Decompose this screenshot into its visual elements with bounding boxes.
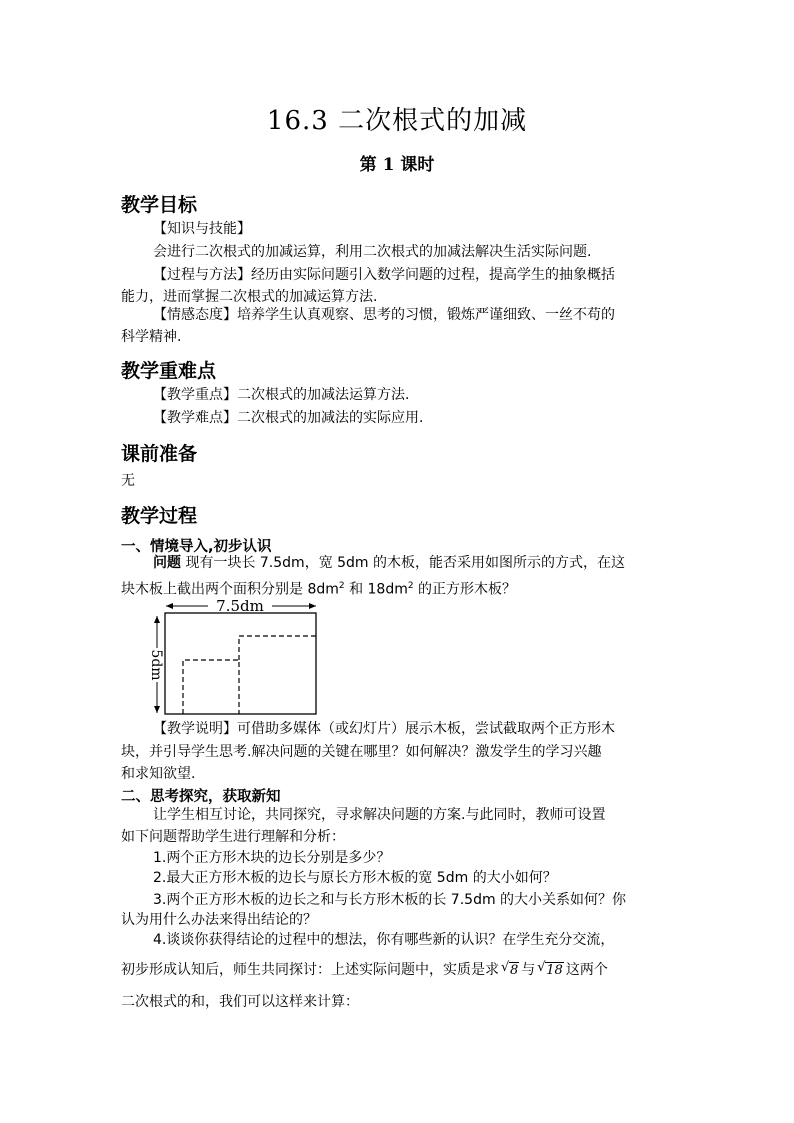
preparation-text: 无 bbox=[121, 473, 135, 489]
note-line2: 块，并引导学生思考.解决问题的关键在哪里？如何解决？激发学生的学习兴趣 bbox=[121, 744, 602, 760]
heading-key-difficulties: 教学重难点 bbox=[121, 360, 217, 382]
radical-sign: √ bbox=[501, 960, 510, 975]
question-3-line2: 认为用什么办法来得出结论的？ bbox=[121, 912, 317, 928]
question-4-line2 bbox=[121, 960, 676, 981]
discuss-line1: 让学生相互讨论，共同探究，寻求解决问题的方案.与此同时，教师可设置 bbox=[153, 807, 606, 823]
height-arrowhead-top bbox=[154, 616, 160, 623]
board-figure bbox=[148, 596, 328, 720]
discuss-line2: 如下问题帮助学生进行理解和分析： bbox=[121, 829, 345, 845]
knowledge-tag: 【知识与技能】 bbox=[153, 221, 251, 237]
heading-teaching-goals: 教学目标 bbox=[121, 194, 198, 216]
width-arrowhead-left bbox=[166, 603, 173, 609]
heading-teaching-process: 教学过程 bbox=[121, 505, 198, 527]
key-point: 【教学重点】二次根式的加减法运算方法. bbox=[153, 387, 410, 403]
problem-line2-a: 块木板上截出两个面积分别是 8dm bbox=[121, 581, 339, 598]
height-label: 5dm bbox=[148, 649, 164, 681]
question-4-line2-b: 与 bbox=[521, 962, 536, 978]
radicand-18: 18 bbox=[546, 963, 563, 978]
width-label: 7.5dm bbox=[216, 597, 264, 615]
problem-line1-text: 现有一块长 7.5dm，宽 5dm 的木板，能否采用如图所示的方式，在这 bbox=[181, 555, 626, 571]
radical-sign: √ bbox=[537, 960, 546, 975]
note-line3: 和求知欲望. bbox=[121, 766, 196, 782]
question-3-line1: 3.两个正方形木板的边长之和与长方形木板的长 7.5dm 的大小关系如何？你 bbox=[153, 892, 627, 908]
width-arrowhead-right bbox=[309, 603, 316, 609]
page-title: 16.3 二次根式的加减 bbox=[266, 106, 528, 136]
problem-line2-c: 的正方形木板？ bbox=[413, 581, 517, 598]
height-arrowhead-bottom bbox=[154, 706, 160, 713]
question-2: 2.最大正方形木板的边长与原长方形木板的宽 5dm 的大小如何？ bbox=[153, 870, 557, 886]
note-line1: 【教学说明】可借助多媒体（或幻灯片）展示木板，尝试截取两个正方形木 bbox=[153, 721, 615, 737]
question-4-line3: 二次根式的和，我们可以这样来计算： bbox=[121, 994, 359, 1010]
part2-title: 二、思考探究，获取新知 bbox=[121, 789, 281, 805]
difficulty-point: 【教学难点】二次根式的加减法的实际应用. bbox=[153, 410, 424, 426]
large-square-dashed bbox=[239, 636, 316, 660]
emotion-line1: 【情感态度】培养学生认真观察、思考的习惯，锻炼严谨细致、一丝不苟的 bbox=[153, 307, 615, 323]
outer-board-rect bbox=[165, 613, 316, 714]
sqrt-8 bbox=[501, 960, 519, 981]
problem-line2-b: 和 18dm bbox=[344, 581, 408, 598]
radicand-8: 8 bbox=[510, 963, 519, 978]
process-method-line1: 【过程与方法】经历由实际问题引入数学问题的过程，提高学生的抽象概括 bbox=[153, 267, 615, 283]
question-4-line1: 4.谈谈你获得结论的过程中的想法，你有哪些新的认识？在学生充分交流， bbox=[153, 932, 615, 948]
problem-label: 问题 bbox=[153, 555, 181, 571]
emotion-line2: 科学精神. bbox=[121, 329, 182, 345]
knowledge-text: 会进行二次根式的加减运算，利用二次根式的加减法解决生活实际问题. bbox=[153, 244, 592, 260]
superscript-2: 2 bbox=[338, 581, 345, 591]
small-square-dashed bbox=[183, 660, 239, 714]
question-1: 1.两个正方形木块的边长分别是多少？ bbox=[153, 850, 391, 866]
problem-line1 bbox=[153, 553, 708, 573]
superscript-2: 2 bbox=[407, 581, 414, 591]
part1-title: 一、情境导入,初步认识 bbox=[121, 539, 272, 555]
sqrt-18 bbox=[537, 960, 564, 981]
process-method-line2: 能力，进而掌握二次根式的加减运算方法. bbox=[121, 289, 378, 305]
lesson-subtitle: 第 1 课时 bbox=[359, 155, 435, 175]
heading-preparation: 课前准备 bbox=[121, 443, 198, 465]
question-4-line2-c: 这两个 bbox=[565, 962, 608, 978]
question-4-line2-a: 初步形成认知后，师生共同探讨：上述实际问题中，实质是求 bbox=[121, 962, 499, 978]
